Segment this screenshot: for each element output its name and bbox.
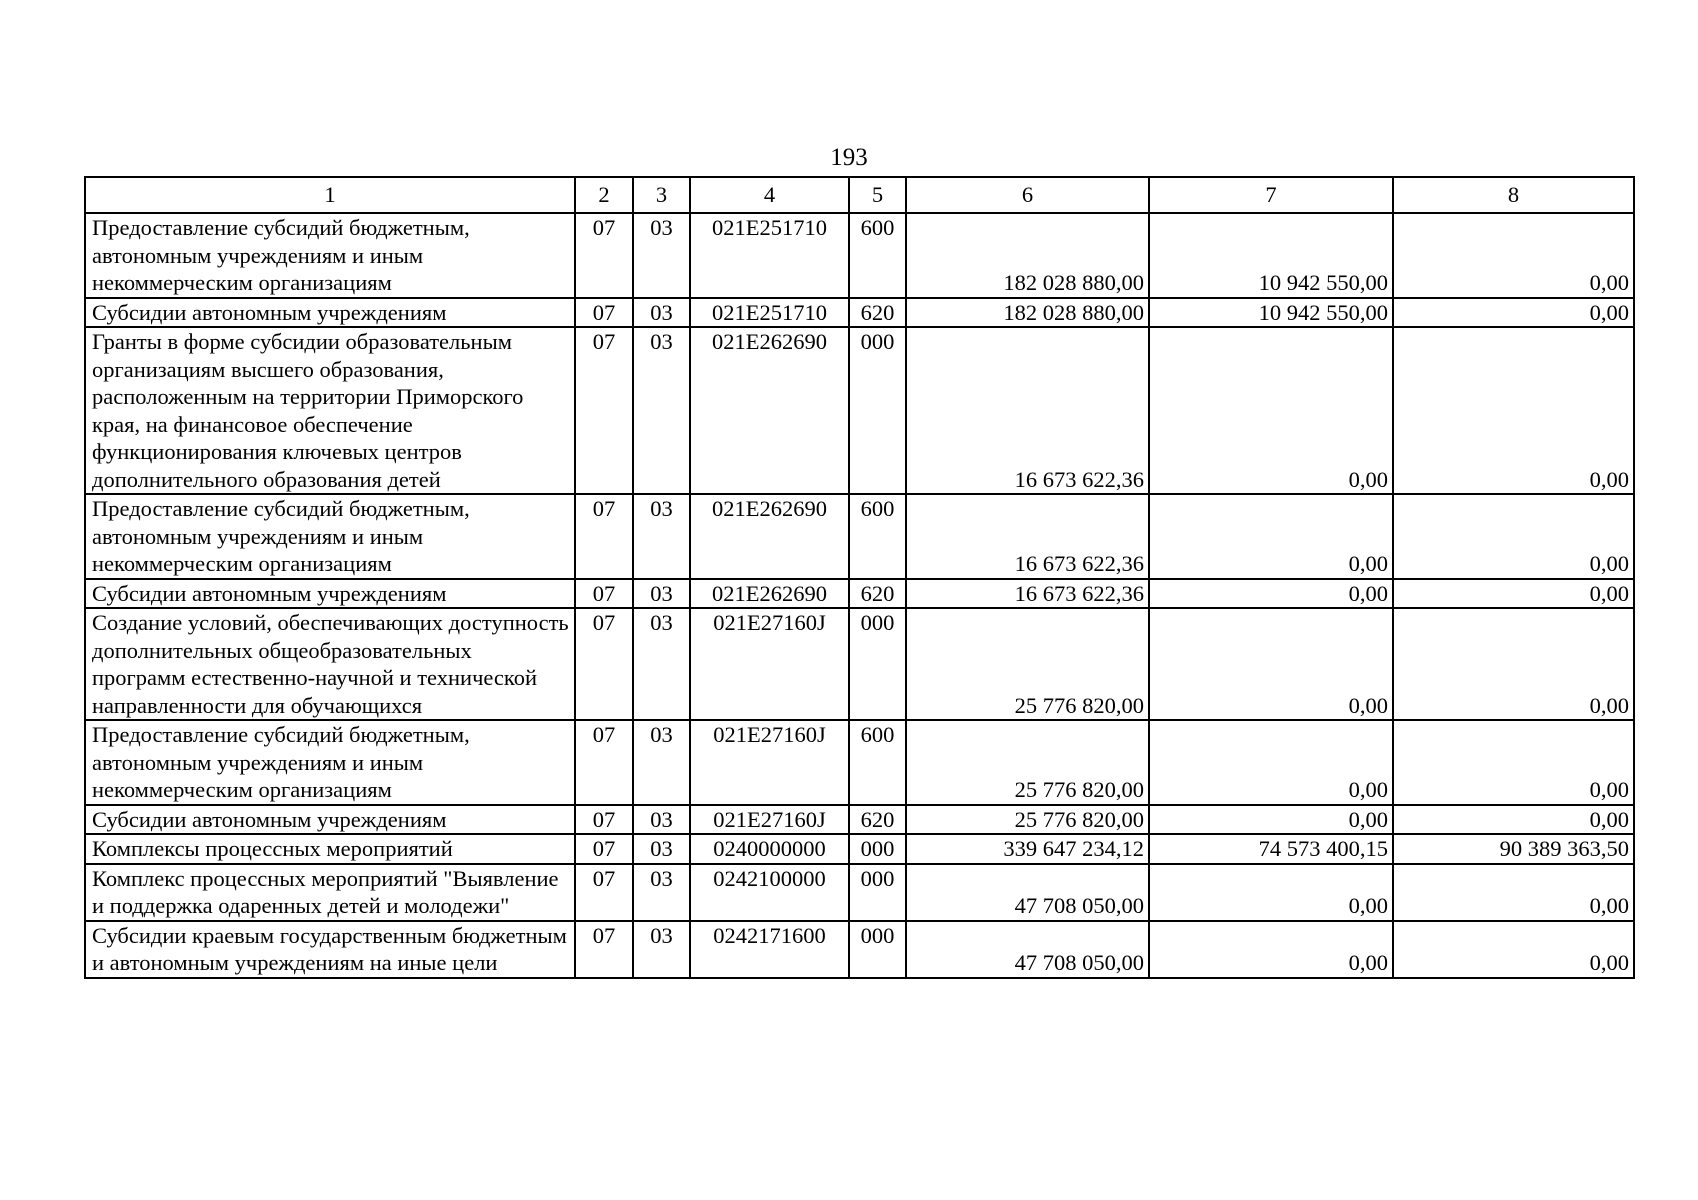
target-code: 021E27160J bbox=[690, 720, 849, 805]
amount-col7: 10 942 550,00 bbox=[1149, 298, 1393, 328]
amount-col6: 182 028 880,00 bbox=[906, 298, 1149, 328]
column-header: 7 bbox=[1149, 177, 1393, 213]
expense-type-code: 620 bbox=[849, 805, 906, 835]
section-code: 07 bbox=[575, 213, 633, 298]
amount-col8: 0,00 bbox=[1393, 494, 1634, 579]
amount-col8: 90 389 363,50 bbox=[1393, 834, 1634, 864]
amount-col7: 0,00 bbox=[1149, 327, 1393, 494]
amount-col6: 47 708 050,00 bbox=[906, 921, 1149, 978]
expense-type-code: 600 bbox=[849, 720, 906, 805]
row-name: Гранты в форме субсидии образовательным организациям высшего образования, расположенным на территории Приморского края, на финансовое обеспечение функционирования ключевых центров дополнительного образования детей bbox=[85, 327, 575, 494]
amount-col8: 0,00 bbox=[1393, 608, 1634, 720]
column-header: 2 bbox=[575, 177, 633, 213]
row-name: Субсидии автономным учреждениям bbox=[85, 579, 575, 609]
target-code: 021E27160J bbox=[690, 805, 849, 835]
amount-col8: 0,00 bbox=[1393, 921, 1634, 978]
expense-type-code: 600 bbox=[849, 494, 906, 579]
table-row bbox=[85, 805, 1634, 835]
amount-col6: 25 776 820,00 bbox=[906, 720, 1149, 805]
table-row bbox=[85, 921, 1634, 978]
section-code: 07 bbox=[575, 327, 633, 494]
amount-col7: 0,00 bbox=[1149, 494, 1393, 579]
section-code: 07 bbox=[575, 579, 633, 609]
subsection-code: 03 bbox=[633, 579, 690, 609]
target-code: 0240000000 bbox=[690, 834, 849, 864]
amount-col6: 25 776 820,00 bbox=[906, 608, 1149, 720]
row-name: Комплекс процессных мероприятий "Выявление и поддержка одаренных детей и молодежи" bbox=[85, 864, 575, 921]
target-code: 021E251710 bbox=[690, 298, 849, 328]
row-name: Предоставление субсидий бюджетным, автономным учреждениям и иным некоммерческим организациям bbox=[85, 720, 575, 805]
amount-col7: 0,00 bbox=[1149, 720, 1393, 805]
amount-col7: 10 942 550,00 bbox=[1149, 213, 1393, 298]
table-row bbox=[85, 579, 1634, 609]
target-code: 0242100000 bbox=[690, 864, 849, 921]
row-name: Субсидии автономным учреждениям bbox=[85, 298, 575, 328]
table-row bbox=[85, 298, 1634, 328]
amount-col8: 0,00 bbox=[1393, 579, 1634, 609]
subsection-code: 03 bbox=[633, 327, 690, 494]
table-row bbox=[85, 834, 1634, 864]
page-number: 193 bbox=[830, 144, 868, 171]
column-header: 3 bbox=[633, 177, 690, 213]
section-code: 07 bbox=[575, 494, 633, 579]
column-header: 8 bbox=[1393, 177, 1634, 213]
expense-type-code: 000 bbox=[849, 864, 906, 921]
row-name: Создание условий, обеспечивающих доступность дополнительных общеобразовательных программ естественно-научной и технической направленности для обучающихся bbox=[85, 608, 575, 720]
expense-type-code: 000 bbox=[849, 921, 906, 978]
amount-col8: 0,00 bbox=[1393, 298, 1634, 328]
subsection-code: 03 bbox=[633, 720, 690, 805]
amount-col7: 0,00 bbox=[1149, 805, 1393, 835]
budget-table bbox=[84, 176, 1635, 979]
section-code: 07 bbox=[575, 864, 633, 921]
amount-col7: 0,00 bbox=[1149, 921, 1393, 978]
header-row bbox=[85, 177, 1634, 213]
section-code: 07 bbox=[575, 608, 633, 720]
table-row bbox=[85, 720, 1634, 805]
row-name: Субсидии краевым государственным бюджетным и автономным учреждениям на иные цели bbox=[85, 921, 575, 978]
table-row bbox=[85, 608, 1634, 720]
subsection-code: 03 bbox=[633, 494, 690, 579]
column-header: 6 bbox=[906, 177, 1149, 213]
amount-col8: 0,00 bbox=[1393, 805, 1634, 835]
column-header: 4 bbox=[690, 177, 849, 213]
amount-col7: 0,00 bbox=[1149, 864, 1393, 921]
column-header: 1 bbox=[85, 177, 575, 213]
expense-type-code: 000 bbox=[849, 608, 906, 720]
section-code: 07 bbox=[575, 298, 633, 328]
amount-col6: 339 647 234,12 bbox=[906, 834, 1149, 864]
subsection-code: 03 bbox=[633, 834, 690, 864]
row-name: Комплексы процессных мероприятий bbox=[85, 834, 575, 864]
table-row bbox=[85, 494, 1634, 579]
expense-type-code: 620 bbox=[849, 298, 906, 328]
amount-col8: 0,00 bbox=[1393, 864, 1634, 921]
amount-col8: 0,00 bbox=[1393, 720, 1634, 805]
target-code: 021E262690 bbox=[690, 579, 849, 609]
section-code: 07 bbox=[575, 834, 633, 864]
subsection-code: 03 bbox=[633, 213, 690, 298]
amount-col7: 74 573 400,15 bbox=[1149, 834, 1393, 864]
row-name: Субсидии автономным учреждениям bbox=[85, 805, 575, 835]
amount-col6: 16 673 622,36 bbox=[906, 327, 1149, 494]
amount-col8: 0,00 bbox=[1393, 213, 1634, 298]
target-code: 021E251710 bbox=[690, 213, 849, 298]
row-name: Предоставление субсидий бюджетным, автономным учреждениям и иным некоммерческим организациям bbox=[85, 213, 575, 298]
target-code: 021E262690 bbox=[690, 327, 849, 494]
target-code: 021E262690 bbox=[690, 494, 849, 579]
section-code: 07 bbox=[575, 720, 633, 805]
expense-type-code: 000 bbox=[849, 834, 906, 864]
subsection-code: 03 bbox=[633, 805, 690, 835]
column-header: 5 bbox=[849, 177, 906, 213]
table-row bbox=[85, 864, 1634, 921]
amount-col7: 0,00 bbox=[1149, 608, 1393, 720]
expense-type-code: 620 bbox=[849, 579, 906, 609]
table-row bbox=[85, 213, 1634, 298]
amount-col6: 47 708 050,00 bbox=[906, 864, 1149, 921]
amount-col6: 16 673 622,36 bbox=[906, 494, 1149, 579]
row-name: Предоставление субсидий бюджетным, автономным учреждениям и иным некоммерческим организациям bbox=[85, 494, 575, 579]
expense-type-code: 000 bbox=[849, 327, 906, 494]
amount-col8: 0,00 bbox=[1393, 327, 1634, 494]
subsection-code: 03 bbox=[633, 608, 690, 720]
expense-type-code: 600 bbox=[849, 213, 906, 298]
amount-col6: 25 776 820,00 bbox=[906, 805, 1149, 835]
amount-col7: 0,00 bbox=[1149, 579, 1393, 609]
amount-col6: 182 028 880,00 bbox=[906, 213, 1149, 298]
table-row bbox=[85, 327, 1634, 494]
amount-col6: 16 673 622,36 bbox=[906, 579, 1149, 609]
subsection-code: 03 bbox=[633, 921, 690, 978]
target-code: 0242171600 bbox=[690, 921, 849, 978]
section-code: 07 bbox=[575, 805, 633, 835]
subsection-code: 03 bbox=[633, 864, 690, 921]
subsection-code: 03 bbox=[633, 298, 690, 328]
section-code: 07 bbox=[575, 921, 633, 978]
target-code: 021E27160J bbox=[690, 608, 849, 720]
